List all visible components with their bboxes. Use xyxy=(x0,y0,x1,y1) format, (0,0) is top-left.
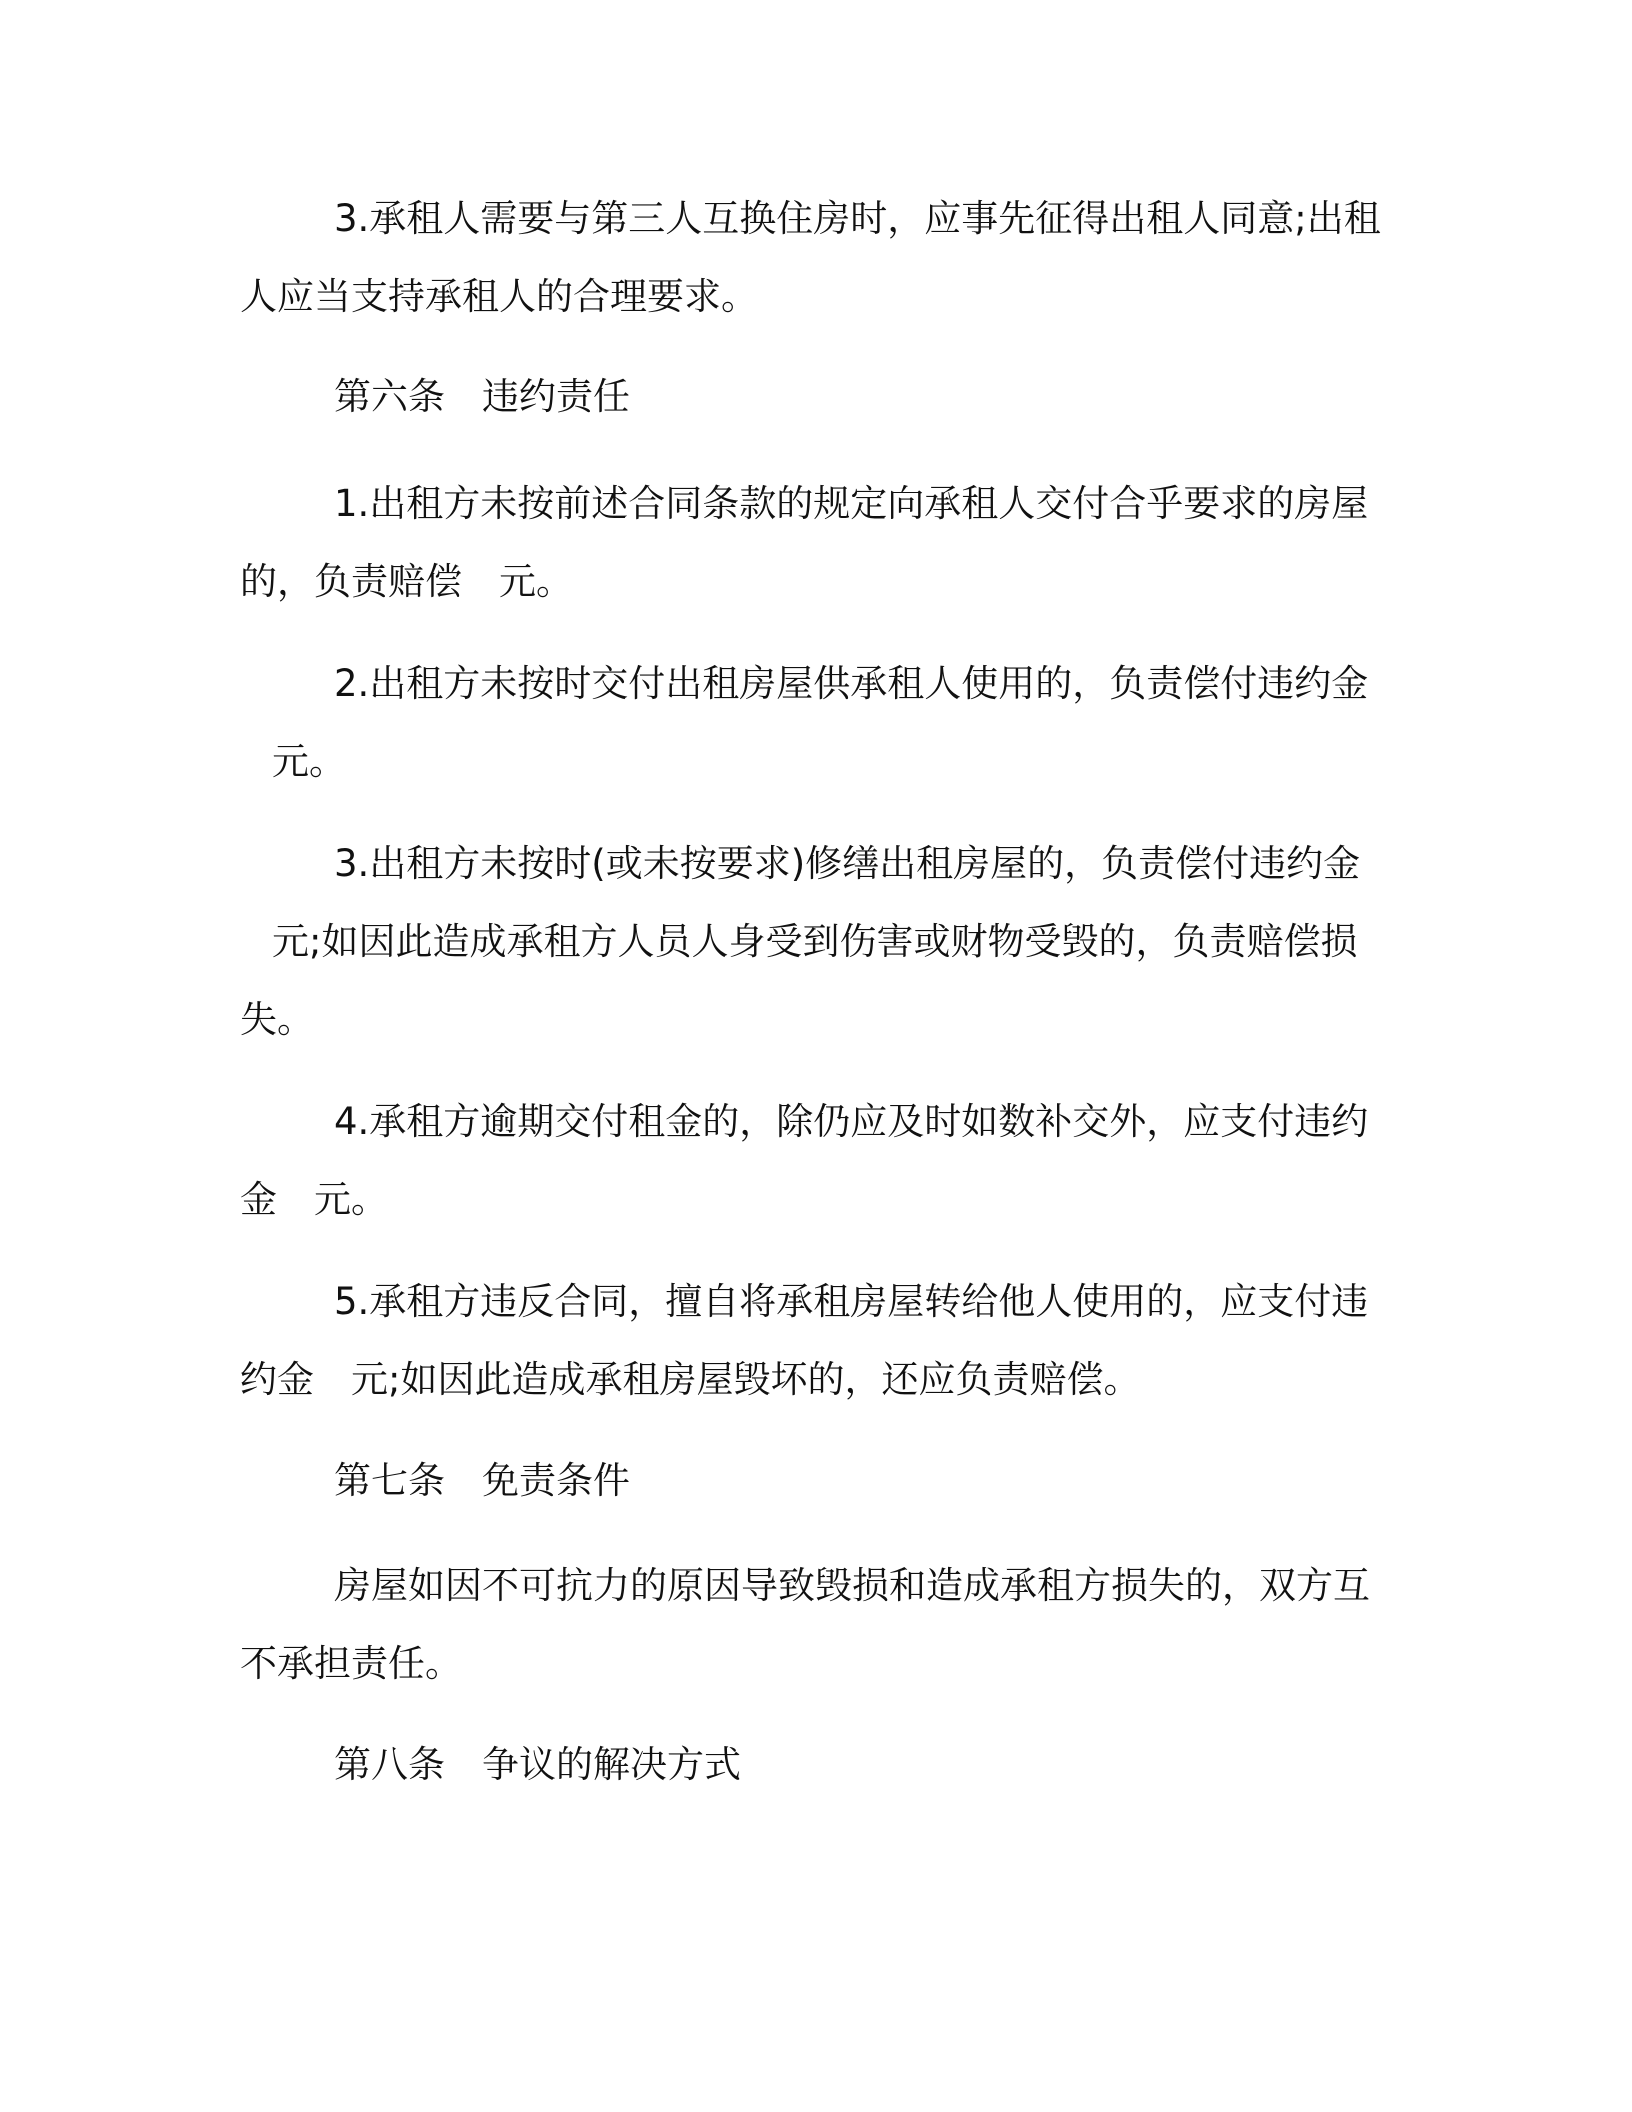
paragraph-line: 4.承租方逾期交付租金的，除仍应及时如数补交外，应支付违约 xyxy=(334,1100,1369,1143)
paragraph-line: 元;如因此造成承租方人员人身受到伤害或财物受毁的，负责赔偿损 xyxy=(272,920,1358,963)
paragraph-line: 房屋如因不可抗力的原因导致毁损和造成承租方损失的，双方互 xyxy=(334,1564,1370,1607)
article-heading: 第六条 违约责任 xyxy=(334,375,630,418)
paragraph-line: 人应当支持承租人的合理要求。 xyxy=(240,275,758,318)
paragraph-line: 失。 xyxy=(240,998,314,1041)
paragraph-line: 3.承租人需要与第三人互换住房时，应事先征得出租人同意;出租 xyxy=(334,197,1381,240)
paragraph-line: 3.出租方未按时(或未按要求)修缮出租房屋的，负责偿付违约金 xyxy=(334,842,1361,885)
article-heading: 第七条 免责条件 xyxy=(334,1459,630,1502)
paragraph-line: 的，负责赔偿 元。 xyxy=(240,560,573,603)
paragraph-line: 约金 元;如因此造成承租房屋毁坏的，还应负责赔偿。 xyxy=(240,1358,1141,1401)
article-heading: 第八条 争议的解决方式 xyxy=(334,1743,741,1786)
paragraph-line: 2.出租方未按时交付出租房屋供承租人使用的，负责偿付违约金 xyxy=(334,662,1369,705)
paragraph-line: 金 元。 xyxy=(240,1178,388,1221)
paragraph-line: 元。 xyxy=(272,740,346,783)
paragraph-line: 5.承租方违反合同，擅自将承租房屋转给他人使用的，应支付违 xyxy=(334,1280,1369,1323)
paragraph-line: 不承担责任。 xyxy=(240,1642,462,1685)
paragraph-line: 1.出租方未按前述合同条款的规定向承租人交付合乎要求的房屋 xyxy=(334,482,1369,525)
